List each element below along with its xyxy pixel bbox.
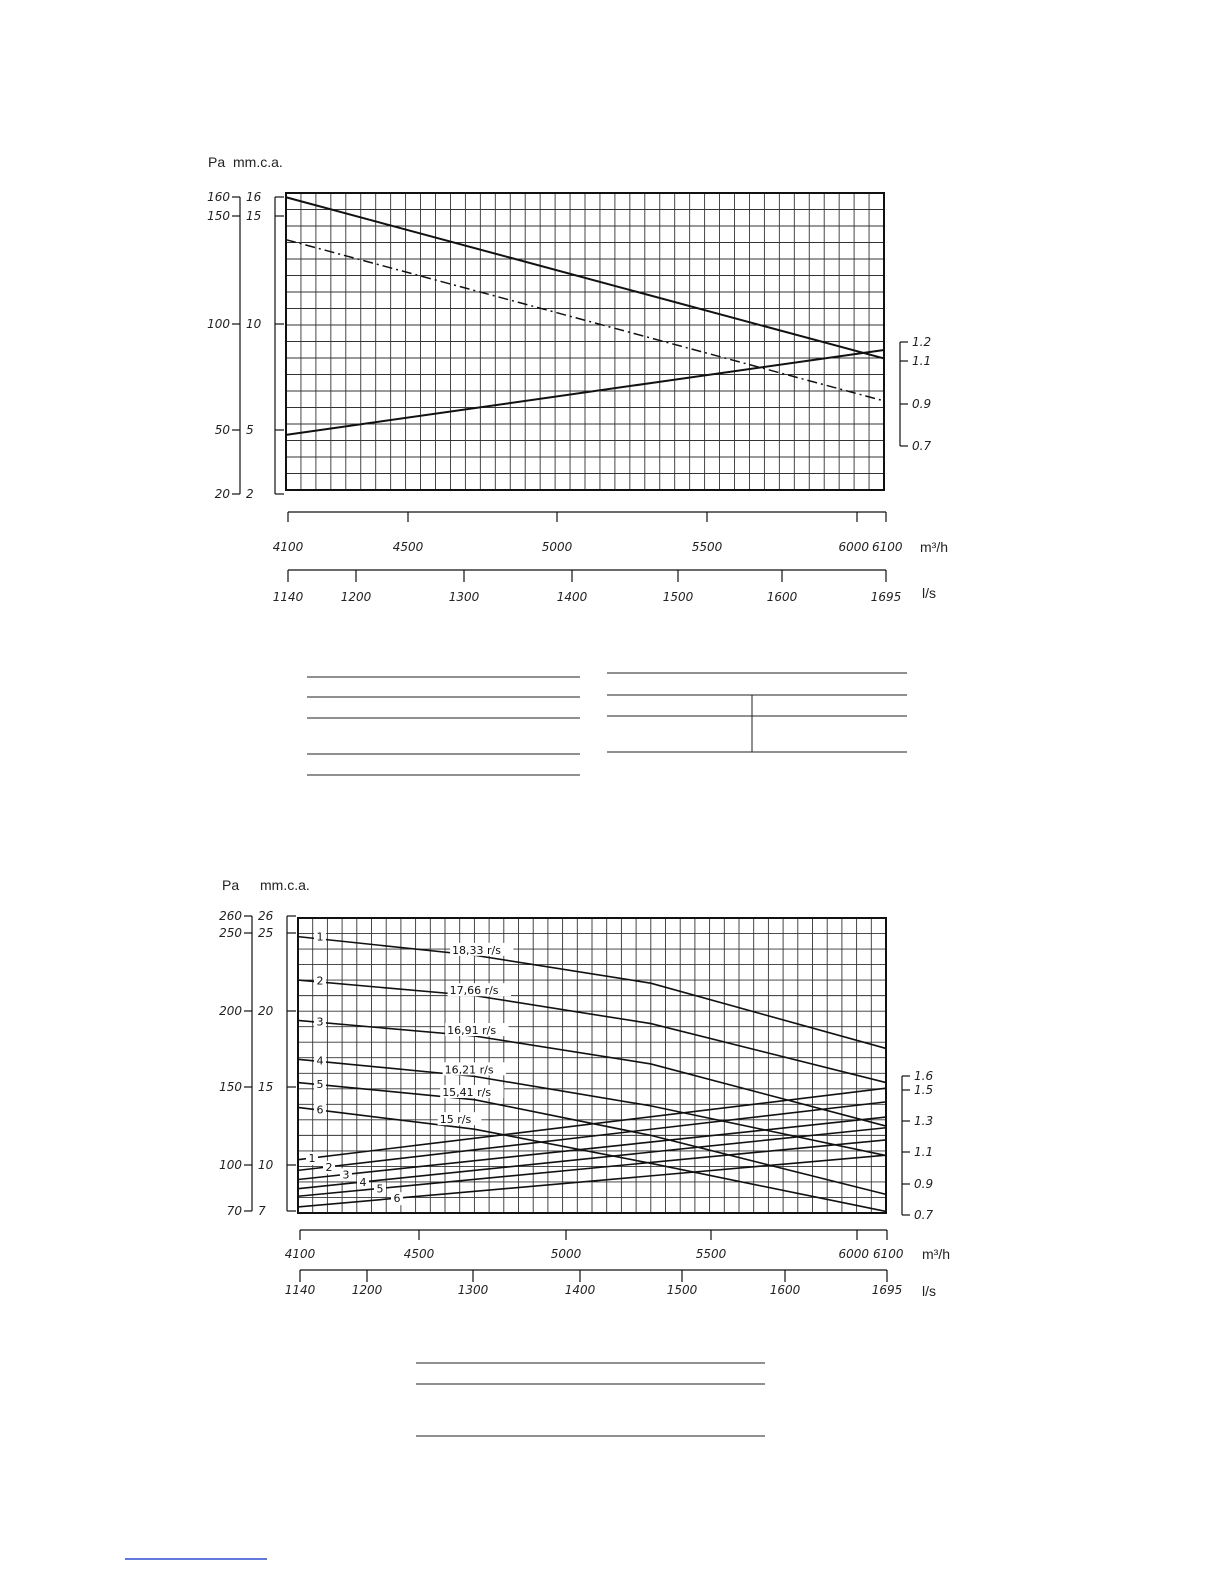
chart-1 xyxy=(208,154,948,601)
tick-label-m3h: 4100 xyxy=(284,1247,316,1261)
speed-label: 18,33 r/s xyxy=(452,943,502,957)
speed-label: 16,91 r/s xyxy=(447,1024,497,1038)
tick-label-m3h: 5500 xyxy=(691,540,723,554)
tick-label-power: 1.1 xyxy=(912,354,932,368)
tick-label-ls: 1200 xyxy=(351,1283,383,1297)
tick-label-m3h: 5000 xyxy=(550,1247,582,1261)
tick-label-ls: 1300 xyxy=(457,1283,489,1297)
curve-number-label: 2 xyxy=(325,1160,333,1174)
unit-label-pa: Pa xyxy=(222,877,240,893)
tick-label-pa: 70 xyxy=(226,1204,242,1218)
curve-number-label: 4 xyxy=(316,1054,324,1068)
tick-label-ls: 1400 xyxy=(564,1283,596,1297)
tick-label-ls: 1200 xyxy=(340,590,372,604)
tick-label-m3h: 6000 xyxy=(838,1247,869,1261)
unit-label-ls: l/s xyxy=(922,1283,936,1299)
curve-number-label: 5 xyxy=(316,1078,324,1092)
tick-label-mmca: 25 xyxy=(258,926,274,940)
tick-label-pa: 160 xyxy=(207,190,230,204)
tick-label-power: 1.6 xyxy=(914,1069,934,1083)
tick-label-ls: 1300 xyxy=(448,590,480,604)
table-2-rules xyxy=(416,1363,765,1436)
tick-label-mmca: 2 xyxy=(246,487,254,501)
curve-number-label: 1 xyxy=(308,1152,316,1166)
tick-label-ls: 1695 xyxy=(871,1283,903,1297)
curve-number-label: 2 xyxy=(316,974,324,988)
tick-label-m3h: 6100 xyxy=(872,540,903,554)
tick-label-pa: 250 xyxy=(219,926,242,940)
unit-label-mmca: mm.c.a. xyxy=(260,877,310,893)
tick-label-power: 1.3 xyxy=(914,1114,934,1128)
tick-label-m3h: 6100 xyxy=(873,1247,904,1261)
tick-label-m3h: 4100 xyxy=(272,540,304,554)
tick-label-mmca: 16 xyxy=(246,190,262,204)
unit-label-mmca: mm.c.a. xyxy=(233,154,283,170)
tick-label-m3h: 4500 xyxy=(403,1247,435,1261)
tick-label-pa: 260 xyxy=(219,909,242,923)
curve-number-label: 6 xyxy=(316,1103,324,1117)
curve-number-label: 3 xyxy=(316,1015,324,1029)
tick-label-mmca: 7 xyxy=(258,1204,266,1218)
speed-label: 15,41 r/s xyxy=(442,1086,492,1100)
tick-label-mmca: 10 xyxy=(246,317,262,331)
tick-label-power: 0.7 xyxy=(912,439,932,453)
curve-number-label: 1 xyxy=(316,930,324,944)
tick-label-ls: 1600 xyxy=(769,1283,801,1297)
tick-label-ls: 1500 xyxy=(666,1283,698,1297)
tick-label-ls: 1500 xyxy=(662,590,694,604)
table-1-rules xyxy=(307,673,907,775)
tick-label-ls: 1600 xyxy=(766,590,798,604)
speed-label: 15 r/s xyxy=(439,1113,472,1127)
unit-label-m3h: m³/h xyxy=(920,539,948,555)
tick-label-pa: 150 xyxy=(207,209,230,223)
speed-label: 17,66 r/s xyxy=(449,984,499,998)
speed-label: 16,21 r/s xyxy=(444,1063,494,1077)
tick-label-ls: 1140 xyxy=(284,1283,316,1297)
tick-label-ls: 1140 xyxy=(272,590,304,604)
tick-label-pa: 200 xyxy=(219,1004,242,1018)
tick-label-mmca: 20 xyxy=(258,1004,274,1018)
curve-number-label: 3 xyxy=(342,1168,350,1182)
tick-label-power: 0.9 xyxy=(914,1177,934,1191)
tick-label-mmca: 15 xyxy=(246,209,262,223)
tick-label-pa: 20 xyxy=(214,487,230,501)
chart-2-frame xyxy=(219,909,933,1297)
tick-label-pa: 50 xyxy=(214,423,230,437)
chart-1-frame xyxy=(207,190,931,604)
unit-label-pa: Pa xyxy=(208,154,226,170)
tick-label-power: 1.1 xyxy=(914,1145,934,1159)
tick-label-m3h: 4500 xyxy=(392,540,424,554)
tick-label-mmca: 5 xyxy=(246,423,254,437)
unit-label-ls: l/s xyxy=(922,585,936,601)
tick-label-power: 1.5 xyxy=(914,1083,934,1097)
curve-number-label: 6 xyxy=(393,1192,401,1206)
tick-label-mmca: 26 xyxy=(258,909,274,923)
curve-number-label: 4 xyxy=(359,1175,367,1189)
curve-number-label: 5 xyxy=(376,1182,384,1196)
tick-label-pa: 100 xyxy=(219,1158,242,1172)
tick-label-ls: 1400 xyxy=(556,590,588,604)
tick-label-power: 0.7 xyxy=(914,1208,934,1222)
tick-label-power: 1.2 xyxy=(912,335,932,349)
tick-label-mmca: 10 xyxy=(258,1158,274,1172)
tick-label-ls: 1695 xyxy=(870,590,902,604)
tick-label-m3h: 5000 xyxy=(541,540,573,554)
tick-label-mmca: 15 xyxy=(258,1080,274,1094)
tick-label-power: 0.9 xyxy=(912,397,932,411)
tick-label-m3h: 5500 xyxy=(695,1247,727,1261)
tick-label-m3h: 6000 xyxy=(838,540,869,554)
unit-label-m3h: m³/h xyxy=(922,1246,950,1262)
tick-label-pa: 100 xyxy=(207,317,230,331)
tick-label-pa: 150 xyxy=(219,1080,242,1094)
